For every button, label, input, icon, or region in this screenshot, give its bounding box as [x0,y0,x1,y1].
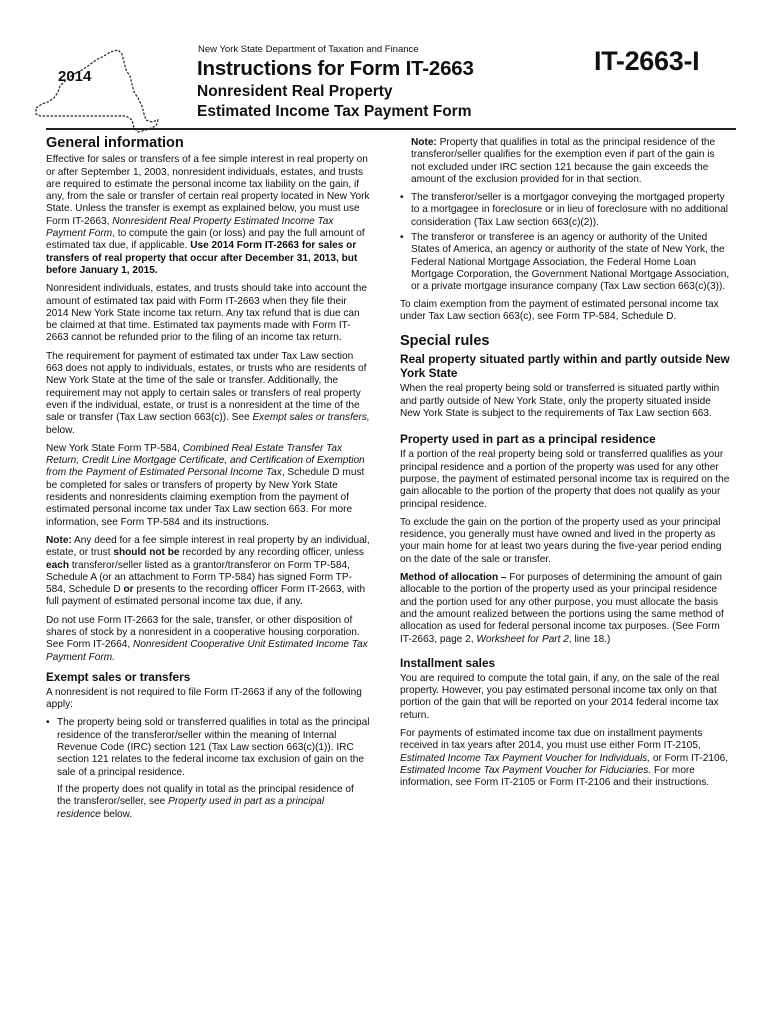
principal-residence-paragraph-1: If a portion of the real property being sold or transferred qualifies as your principal residence and a portion of the property was used for any other purpose, the payment of estimated personal income tax is required on the gain allocable to the portion of the property that does not qualify as your principal residence. [400,449,730,510]
page-subtitle-line1: Nonresident Real Property [197,83,393,100]
exempt-continuation: If the property does not qualify in total as the principal residence of the transferor/seller, see Property used in part as a principal residence below. [57,783,354,820]
exempt-sales-heading: Exempt sales or transfers [46,669,191,684]
cooperative-paragraph: Do not use Form IT-2663 for the sale, transfer, or other disposition of shares of stock by a nonresident in a cooperative housing corporation. See Form IT-2664, Nonresident Cooperative Unit Estimated Income Tax Payment Form. [46,614,368,663]
general-paragraph-1: Effective for sales or transfers of a fee simple interest in real property on or after September 1, 2003, nonresident individuals, estates, and trusts are required to estimate the personal income tax liability on the gain, if any, from the sale or transfer of certain real property located in New York State. Unless the transfer is exempt as explained below, you must use Form IT-2663, Nonresident Real Property Estimated Income Tax Payment Form, to compute the gain (or loss) and pay the full amount of estimated tax due, if applicable. Use 2014 Form IT-2663 for sales or transfers of real property that occur after December 31, 2013, but before January 1, 2015. [46,154,370,276]
real-property-paragraph: When the real property being sold or transferred is situated partly within and partly outside of New York State, only the property situated inside New York State is subject to the requirements of Tax Law section 663. [400,383,720,420]
deed-note-paragraph: Note: Any deed for a fee simple interest in real property by an individual, estate, or trust should not be recorded by any recording officer, unless each transferor/seller listed as a grantor/transferor on Form TP-584, Schedule A (or an attachment to Form TP-584) has signed Form TP-584, Schedule D or presents to the recording officer Form IT-2663, with full payment of estimated personal income tax due, if any. [46,534,370,608]
claim-exemption-paragraph: To claim exemption from the payment of estimated personal income tax under Tax Law section 663(c), see Form TP-584, Schedule D. [400,298,719,322]
form-header [0,0,770,130]
exempt-intro: A nonresident is not required to file Form IT-2663 if any of the following apply: [46,686,362,711]
department-name: New York State Department of Taxation and Finance [198,44,419,55]
general-paragraph-2: Nonresident individuals, estates, and trusts should take into account the amount of estimated tax paid with Form IT-2663 when they file their 2014 New York State income tax return. Any tax refund that is due can be claimed at that time. Estimated tax payments made with Form IT-2663 cannot be refunded prior to the filing of an income tax return. [46,283,367,344]
general-paragraph-3: The requirement for payment of estimated tax under Tax Law section 663 does not apply to individuals, estates, or trusts who are residents of New York State at the time of the sale or transfer. Additionally, the requirement may not apply to certain sales or transfers of real property even if the individual, estate, or trust is a nonresident at the time of the sale or transfer (Tax Law section 663(c)). See Exempt sales or transfers, below. [46,350,370,436]
installment-paragraph-2: For payments of estimated income tax due on installment payments received in tax years after 2014, you must use either Form IT-2105, Estimated Income Tax Payment Voucher for Individuals, or Form IT-2106, Estimated Income Tax Payment Voucher for Fiduciaries. For more information, see Form IT-2105 or Form IT-2106 and their instructions. [400,727,729,789]
special-rules-heading: Special rules [400,333,490,350]
installment-paragraph-1: You are required to compute the total gain, if any, on the sale of the real property. However, you pay estimated personal income tax only on that portion of the gain that will be reported on your 2014 federal income tax return. [400,672,720,721]
general-information-heading: General information [46,135,184,151]
principal-residence-heading: Property used in part as a principal residence [400,432,656,447]
page-title: Instructions for Form IT-2663 [197,57,474,80]
list-item: • The transferor or transferee is an agency or authority of the United States of America, an agency or authority of the state of New York, the Federal National Mortgage Association, the Federal Home Loan Mortgage Corporation, the Government National Mortgage Association, or a private mortgage insurance company (Tax Law section 663(c)(3)). [400,232,730,293]
exempt-list-continued [400,192,730,293]
page-subtitle-line2: Estimated Income Tax Payment Form [197,103,472,120]
left-column [46,137,370,827]
general-paragraph-4: New York State Form TP-584, Combined Real Estate Transfer Tax Return, Credit Line Mortgage Certificate, and Certification of Exemption from the Payment of Estimated Personal Income Tax, Schedule D must be completed for sales or transfers of property by New York State residents and nonresidents claiming exemption from the payment of estimated personal income tax under Tax Law section 663. For more information, see Form TP-584 and its instructions. [46,442,365,528]
form-number: IT-2663-I [594,46,700,76]
list-item: • The property being sold or transferred qualifies in total as the principal residence of the transferor/seller within the meaning of Internal Revenue Code (IRC) section 121 (Tax Law section 663(c)(1)). IRC section 121 relates to the federal income tax exclusion of gain on the sale of a principal residence. [46,717,370,778]
header-divider [46,128,736,130]
real-property-heading: Real property situated partly within and partly outside New York State [400,352,730,381]
exemption-note: Note: Property that qualifies in total as the principal residence of the transferor/seller qualifies for the exemption even if part of the gain is not excluded under IRC section 121 because the gain exceeds the amount of the exclusion provided for in that section. [411,137,716,185]
new-york-state-map-icon [34,46,160,134]
tax-year: 2014 [58,68,92,85]
installment-sales-heading: Installment sales [400,655,496,670]
list-item: • The transferor/seller is a mortgagor conveying the mortgaged property to a mortgagee in foreclosure or in lieu of foreclosure with no additional consideration (Tax Law section 663(c)(2)). [400,192,730,229]
right-column [400,137,730,795]
method-of-allocation-paragraph: Method of allocation – For purposes of determining the amount of gain allocable to the portion of the property used as your principal residence and the portion used for any other purpose, you must allocate the basis and the amount realized between the portions using the same method of allocation as used for federal personal income tax purposes. (See Form IT-2663, page 2, Worksheet for Part 2, line 18.) [400,572,724,645]
principal-residence-paragraph-2: To exclude the gain on the portion of the property used as your principal residence, you generally must have owned and lived in the property as your main home for at least two years during the five-year period ending on the date of the sale or transfer. [400,516,722,565]
exempt-list [46,717,370,778]
